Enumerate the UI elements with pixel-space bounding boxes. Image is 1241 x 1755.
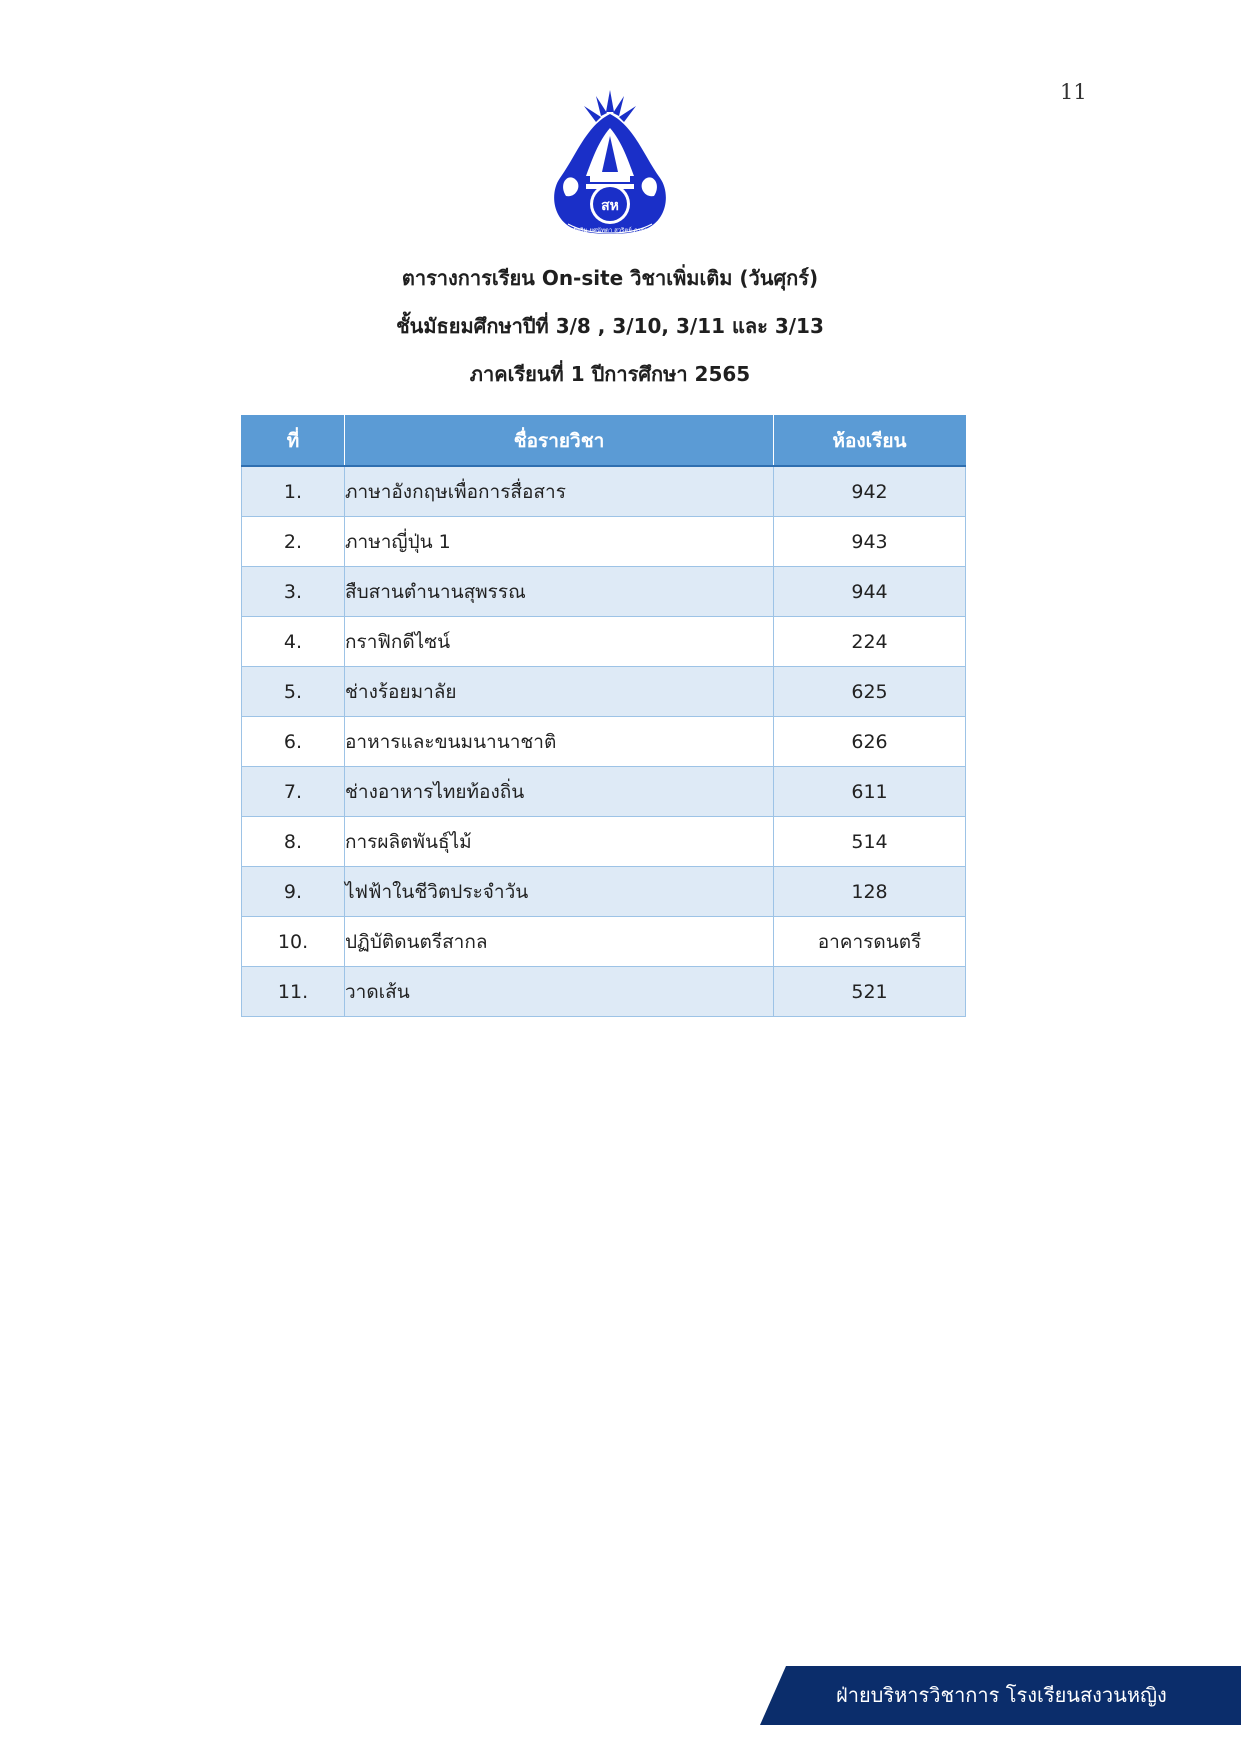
svg-text:ศรัทธิม ยศนัทตา สุวริตย์ ภรรยา: ศรัทธิม ยศนัทตา สุวริตย์ ภรรยา [569, 227, 651, 234]
schedule-table [241, 415, 966, 1017]
row-subject: สืบสานตำนานสุพรรณ [345, 567, 774, 617]
row-subject: อาหารและขนมนานาชาติ [345, 717, 774, 767]
row-subject: ช่างอาหารไทยท้องถิ่น [345, 767, 774, 817]
row-no: 6. [242, 717, 345, 767]
row-room: 521 [774, 967, 966, 1017]
row-room: 224 [774, 617, 966, 667]
row-room: 625 [774, 667, 966, 717]
row-room: 943 [774, 517, 966, 567]
row-room: อาคารดนตรี [774, 917, 966, 967]
row-no: 1. [242, 466, 345, 517]
heading-line-2: ชั้นมัธยมศึกษาปีที่ 3/8 , 3/10, 3/11 และ 3/13 [396, 314, 824, 338]
table-row [242, 517, 966, 567]
row-no: 7. [242, 767, 345, 817]
heading-line-3: ภาคเรียนที่ 1 ปีการศึกษา 2565 [469, 362, 751, 386]
table-header-row [242, 416, 966, 467]
row-no: 11. [242, 967, 345, 1017]
row-no: 4. [242, 617, 345, 667]
row-room: 514 [774, 817, 966, 867]
table-row [242, 867, 966, 917]
footer-text: ฝ่ายบริหารวิชาการ โรงเรียนสงวนหญิง [836, 1683, 1167, 1707]
row-room: 128 [774, 867, 966, 917]
table-row [242, 767, 966, 817]
table-row [242, 967, 966, 1017]
table-row [242, 667, 966, 717]
row-no: 10. [242, 917, 345, 967]
row-no: 9. [242, 867, 345, 917]
row-no: 8. [242, 817, 345, 867]
heading [200, 262, 1020, 406]
school-crest-logo [546, 86, 674, 246]
row-room: 611 [774, 767, 966, 817]
table-row [242, 567, 966, 617]
row-subject: ภาษาอังกฤษเพื่อการสื่อสาร [345, 466, 774, 517]
header-no: ที่ [242, 416, 345, 467]
row-no: 3. [242, 567, 345, 617]
row-subject: ช่างร้อยมาลัย [345, 667, 774, 717]
row-subject: กราฟิกดีไซน์ [345, 617, 774, 667]
row-no: 5. [242, 667, 345, 717]
table-row [242, 466, 966, 517]
row-room: 626 [774, 717, 966, 767]
table-row [242, 717, 966, 767]
header-room: ห้องเรียน [774, 416, 966, 467]
row-subject: ปฏิบัติดนตรีสากล [345, 917, 774, 967]
row-room: 944 [774, 567, 966, 617]
svg-text:สห: สห [601, 198, 619, 214]
row-subject: ภาษาญี่ปุ่น 1 [345, 517, 774, 567]
header-subject: ชื่อรายวิชา [345, 416, 774, 467]
table-row [242, 817, 966, 867]
table-row [242, 617, 966, 667]
page-number: 11 [1060, 80, 1087, 104]
row-subject: การผลิตพันธุ์ไม้ [345, 817, 774, 867]
heading-line-1: ตารางการเรียน On-site วิชาเพิ่มเติม (วันศุกร์) [401, 266, 819, 290]
row-subject: ไฟฟ้าในชีวิตประจำวัน [345, 867, 774, 917]
row-room: 942 [774, 466, 966, 517]
row-subject: วาดเส้น [345, 967, 774, 1017]
row-no: 2. [242, 517, 345, 567]
table-row [242, 917, 966, 967]
